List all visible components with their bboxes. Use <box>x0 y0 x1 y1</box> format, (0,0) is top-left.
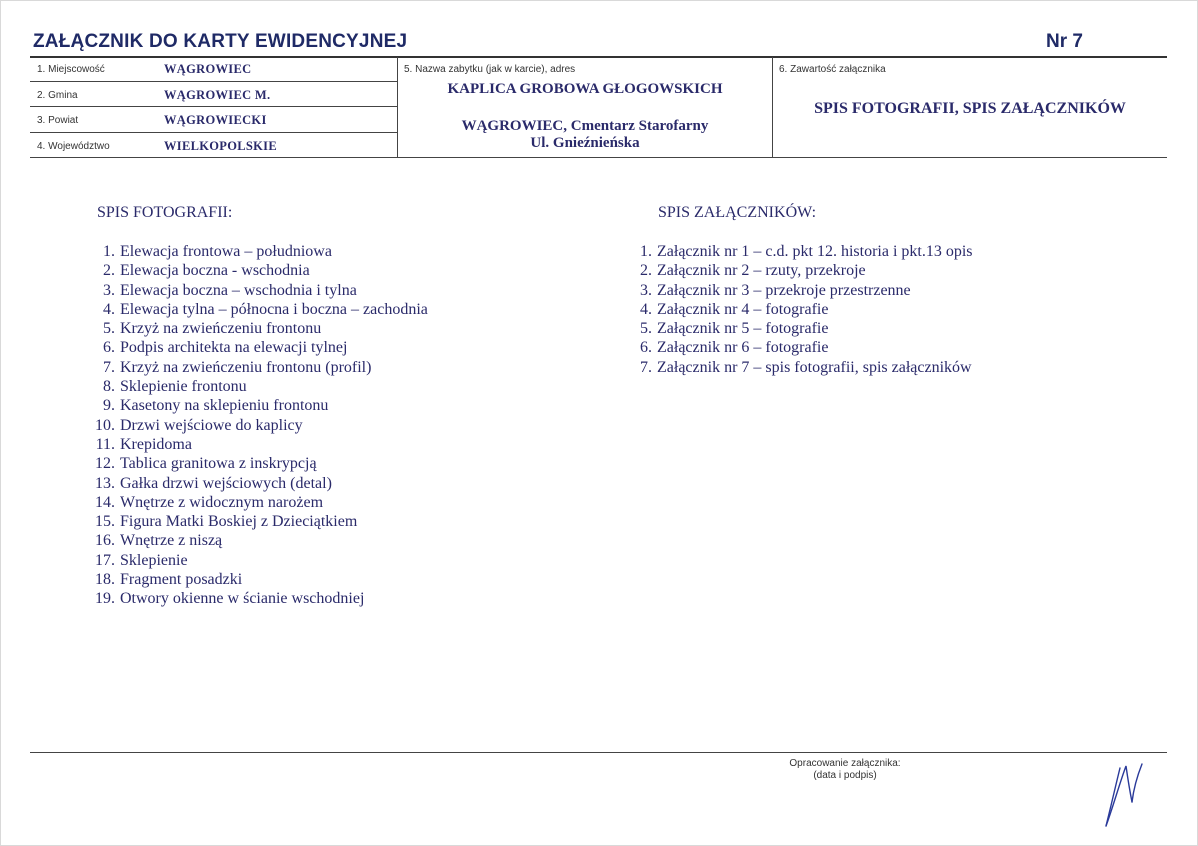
photo-list-item-number: 4. <box>103 300 115 318</box>
field-value-wojewodztwo: WIELKOPOLSKIE <box>164 139 277 153</box>
photo-list-item <box>88 261 428 280</box>
attachment-list-item-number: 1. <box>640 243 652 260</box>
photo-list-item-number: 10. <box>95 416 115 434</box>
attachment-list-item-text: Załącznik nr 5 – fotografie <box>657 320 829 338</box>
photo-list-item <box>88 531 428 550</box>
photo-list-item <box>88 570 428 589</box>
photo-list-item-text: Fragment posadzki <box>120 571 243 589</box>
attachment-list-item <box>625 261 973 280</box>
field-label-wojewodztwo: 4. Województwo <box>37 141 110 152</box>
photo-list-item-number: 19. <box>95 590 115 608</box>
signature-caption <box>770 758 920 782</box>
field-label-gmina: 2. Gmina <box>37 90 78 101</box>
photo-list-item-number: 3. <box>103 281 115 299</box>
photo-list-item <box>88 319 428 338</box>
attachment-list-item <box>625 300 973 319</box>
attachment-list-item <box>625 319 973 338</box>
photo-list-item-text: Figura Matki Boskiej z Dzieciątkiem <box>120 513 358 531</box>
field-label-miejscowosc: 1. Miejscowość <box>37 64 105 75</box>
photo-list-item-number: 11. <box>95 435 115 453</box>
photo-list-item-text: Sklepienie frontonu <box>120 378 247 396</box>
attachment-list-item <box>625 242 973 261</box>
photo-list-item-number: 17. <box>95 551 115 569</box>
field-label-zawartosc: 6. Zawartość załącznika <box>779 64 886 75</box>
photo-list-item-text: Wnętrze z widocznym narożem <box>120 493 324 511</box>
photo-list-item-text: Sklepienie <box>120 551 188 569</box>
photo-list-item <box>88 512 428 531</box>
photo-list-item-number: 2. <box>103 262 115 280</box>
photo-list-item-number: 6. <box>103 339 115 357</box>
photo-list-item-number: 5. <box>103 320 115 338</box>
photo-list-item <box>88 551 428 570</box>
attachment-list-heading: SPIS ZAŁĄCZNIKÓW: <box>658 204 817 221</box>
field-label-nazwa: 5. Nazwa zabytku (jak w karcie), adres <box>404 64 576 75</box>
attachment-list-item-text: Załącznik nr 1 – c.d. pkt 12. historia i pkt.13 opis <box>657 243 973 260</box>
attachment-number: Nr 7 <box>1046 31 1083 52</box>
attachment-list-item-text: Załącznik nr 4 – fotografie <box>657 300 829 318</box>
attachment-list-item-number: 4. <box>640 300 652 318</box>
photo-list-item <box>88 493 428 512</box>
photo-list-item <box>88 377 428 396</box>
photo-list-item-text: Elewacja boczna – wschodnia i tylna <box>120 281 357 299</box>
photo-list-item-text: Elewacja frontowa – południowa <box>120 243 332 260</box>
photo-list-item-text: Drzwi wejściowe do kaplicy <box>120 416 303 434</box>
signature-caption-line2: (data i podpis) <box>813 770 877 781</box>
photo-list-item-text: Tablica granitowa z inskrypcją <box>120 455 317 473</box>
photo-list-item-number: 8. <box>103 378 115 396</box>
attachment-list-item <box>625 358 973 377</box>
field-label-powiat: 3. Powiat <box>37 115 79 126</box>
attachment-list-item <box>625 281 973 300</box>
attachment-list-item-number: 3. <box>640 281 652 299</box>
photo-list-item <box>88 396 428 415</box>
grid-divider <box>30 81 398 82</box>
handwritten-signature <box>1098 762 1148 832</box>
photo-list-item-number: 16. <box>95 532 115 550</box>
photo-list-item-number: 15. <box>95 513 115 531</box>
photo-list-item <box>88 242 428 261</box>
photo-list-item-number: 12. <box>95 455 115 473</box>
monument-address-line2: Ul. Gnieźnieńska <box>530 135 640 151</box>
photo-list-item-text: Krepidoma <box>120 435 192 453</box>
attachment-contents: SPIS FOTOGRAFII, SPIS ZAŁĄCZNIKÓW <box>814 100 1126 117</box>
field-value-gmina: WĄGROWIEC M. <box>164 88 271 102</box>
monument-name: KAPLICA GROBOWA GŁOGOWSKICH <box>447 81 723 97</box>
attachment-list-item-number: 7. <box>640 358 652 376</box>
photo-list-item <box>88 338 428 357</box>
attachment-list-item-number: 6. <box>640 339 652 357</box>
field-value-powiat: WĄGROWIECKI <box>164 113 267 127</box>
attachment-list-item-text: Załącznik nr 2 – rzuty, przekroje <box>657 262 866 280</box>
photo-list-item-text: Krzyż na zwieńczeniu frontonu <box>120 320 322 338</box>
photo-list-heading: SPIS FOTOGRAFII: <box>97 204 233 221</box>
photo-list-item <box>88 435 428 454</box>
photo-list-item-number: 18. <box>95 571 115 589</box>
photo-list-item-text: Gałka drzwi wejściowych (detal) <box>120 474 332 492</box>
photo-list-item <box>88 416 428 435</box>
attachment-list-item-number: 5. <box>640 320 652 338</box>
photo-list <box>88 242 428 609</box>
photo-list-item-text: Krzyż na zwieńczeniu frontonu (profil) <box>120 358 372 376</box>
photo-list-item-text: Podpis architekta na elewacji tylnej <box>120 339 348 357</box>
attachment-list-item-text: Załącznik nr 3 – przekroje przestrzenne <box>657 281 911 299</box>
attachment-list <box>625 242 973 377</box>
footer-divider <box>30 752 1167 753</box>
photo-list-item <box>88 281 428 300</box>
monument-address-line1: WĄGROWIEC, Cmentarz Starofarny <box>461 118 709 134</box>
photo-list-item-text: Kasetony na sklepieniu frontonu <box>120 397 329 415</box>
grid-divider <box>772 57 773 157</box>
photo-list-item-text: Otwory okienne w ścianie wschodniej <box>120 590 365 608</box>
photo-list-item-number: 13. <box>95 474 115 492</box>
photo-list-item-text: Elewacja tylna – północna i boczna – zachodnia <box>120 300 428 318</box>
grid-bottom-line <box>30 157 1167 158</box>
photo-list-item-number: 1. <box>103 243 115 260</box>
photo-list-item-number: 9. <box>103 397 115 415</box>
attachment-list-item-number: 2. <box>640 262 652 280</box>
attachment-list-item-text: Załącznik nr 7 – spis fotografii, spis załączników <box>657 358 972 376</box>
grid-divider <box>30 132 398 133</box>
photo-list-item-text: Wnętrze z niszą <box>120 532 223 550</box>
photo-list-item-number: 7. <box>103 358 115 376</box>
photo-list-item <box>88 300 428 319</box>
photo-list-item <box>88 454 428 473</box>
photo-list-item <box>88 589 428 608</box>
photo-list-item-text: Elewacja boczna - wschodnia <box>120 262 310 280</box>
header-divider <box>30 56 1167 58</box>
field-value-miejscowosc: WĄGROWIEC <box>164 62 252 76</box>
signature-caption-line1: Opracowanie załącznika: <box>789 758 901 769</box>
photo-list-item-number: 14. <box>95 493 115 511</box>
photo-list-item <box>88 358 428 377</box>
photo-list-item <box>88 474 428 493</box>
document-title: ZAŁĄCZNIK DO KARTY EWIDENCYJNEJ <box>33 31 408 52</box>
attachment-list-item <box>625 338 973 357</box>
grid-divider <box>30 106 398 107</box>
attachment-list-item-text: Załącznik nr 6 – fotografie <box>657 339 829 357</box>
